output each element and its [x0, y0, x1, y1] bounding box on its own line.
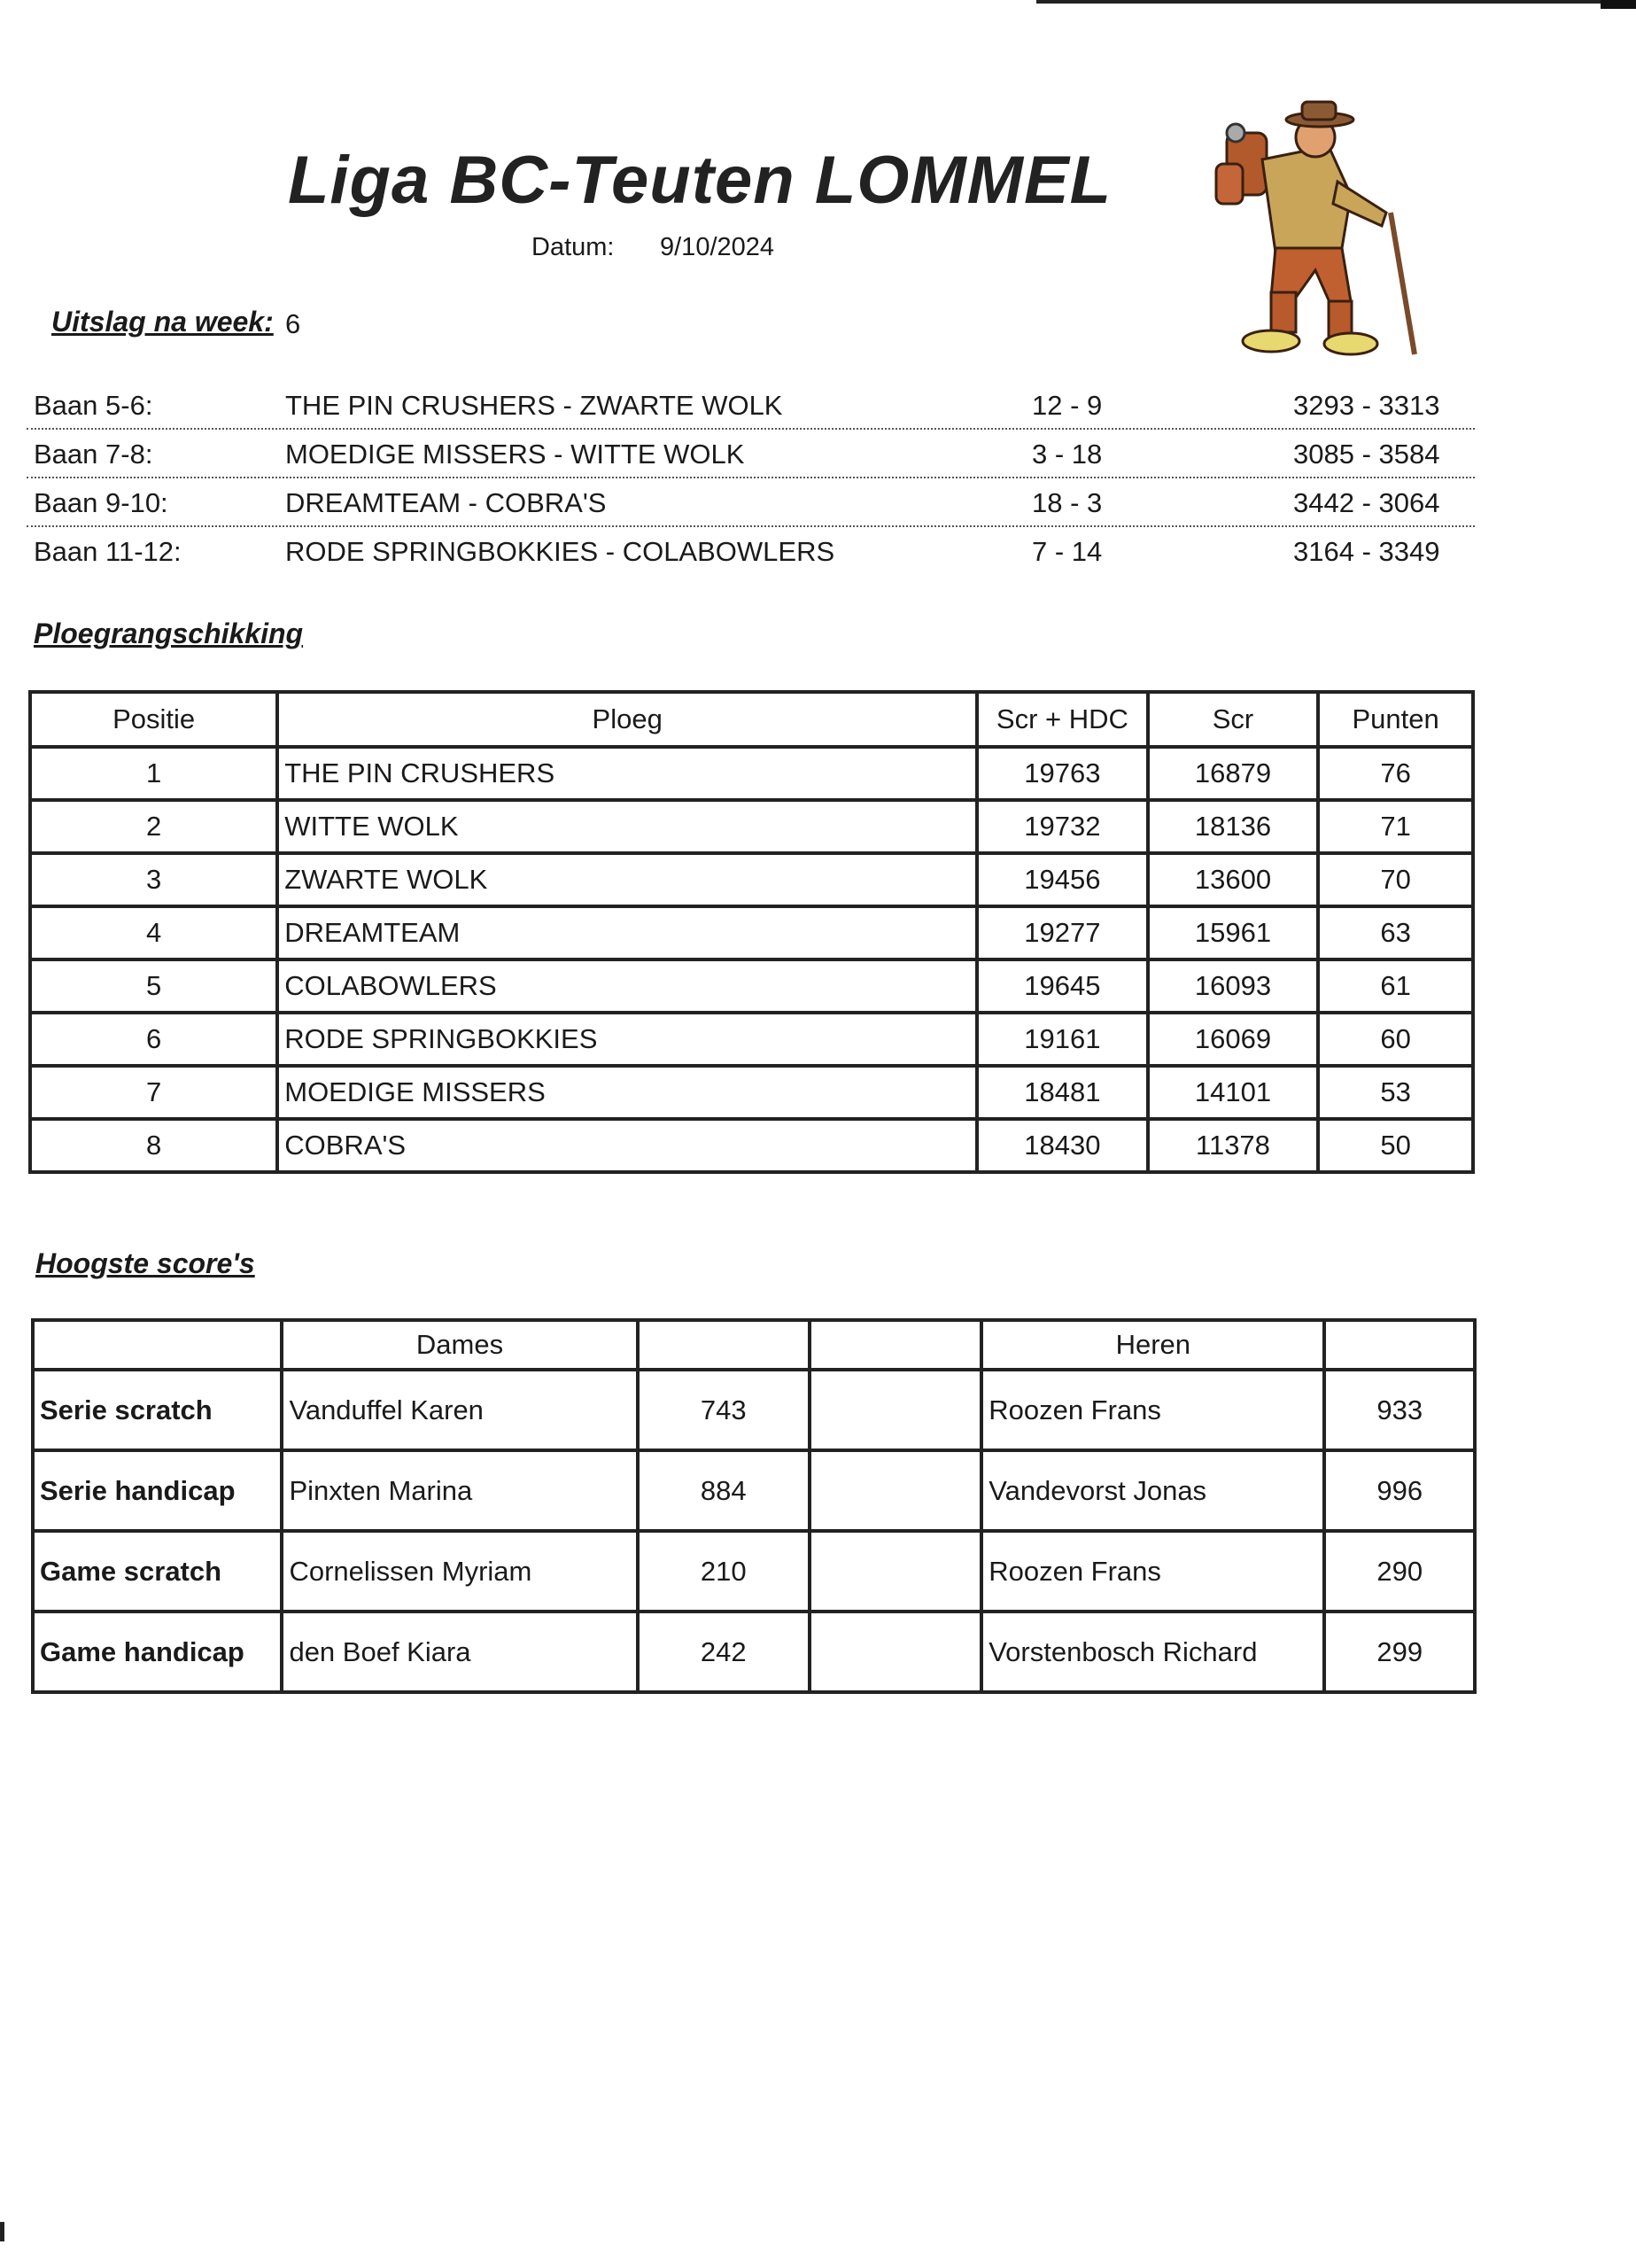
- position-cell: 8: [30, 1119, 277, 1172]
- points-cell: 53: [1318, 1066, 1473, 1119]
- empty-cell: [810, 1612, 981, 1692]
- dames-name-cell: Vanduffel Karen: [282, 1370, 637, 1450]
- scan-edge: [1036, 0, 1636, 4]
- empty-header-cell: [638, 1320, 810, 1370]
- table-row: [33, 1612, 1475, 1692]
- datum-value: 9/10/2024: [660, 233, 775, 261]
- scr-hdc-cell: 19645: [977, 959, 1148, 1013]
- result-total: 3293 - 3313: [1293, 390, 1440, 421]
- result-match: MOEDIGE MISSERS - WITTE WOLK: [285, 439, 745, 470]
- heren-score-cell: 290: [1324, 1531, 1475, 1612]
- high-scores-table: [31, 1318, 1477, 1694]
- table-row: [33, 1450, 1475, 1531]
- heren-name-cell: Vandevorst Jonas: [981, 1450, 1324, 1531]
- empty-header-cell: [810, 1320, 981, 1370]
- team-cell: COLABOWLERS: [277, 959, 977, 1013]
- teut-mascot-illustration: [1209, 97, 1422, 363]
- heren-score-cell: 933: [1324, 1370, 1475, 1450]
- dames-name-cell: Cornelissen Myriam: [282, 1531, 637, 1612]
- result-lane: Baan 9-10:: [34, 487, 168, 518]
- result-row: [27, 381, 1475, 430]
- dames-score-cell: 884: [638, 1450, 810, 1531]
- high-scores-label: Hoogste score's: [35, 1247, 255, 1279]
- standings-table: [28, 690, 1475, 1174]
- result-lane: Baan 11-12:: [34, 536, 182, 567]
- scr-hdc-cell: 19277: [977, 906, 1148, 959]
- category-cell: Serie handicap: [33, 1450, 282, 1531]
- points-cell: 60: [1318, 1013, 1473, 1066]
- scr-cell: 11378: [1148, 1119, 1319, 1172]
- team-cell: WITTE WOLK: [277, 800, 977, 853]
- heren-score-cell: 996: [1324, 1450, 1475, 1531]
- column-header: Punten: [1318, 692, 1473, 747]
- table-row: [30, 959, 1473, 1013]
- result-total: 3442 - 3064: [1293, 487, 1440, 518]
- team-cell: DREAMTEAM: [277, 906, 977, 959]
- category-cell: Game handicap: [33, 1612, 282, 1692]
- empty-cell: [810, 1370, 981, 1450]
- heren-name-cell: Roozen Frans: [981, 1531, 1324, 1612]
- result-row: [27, 478, 1475, 527]
- result-score: 7 - 14: [1032, 536, 1103, 567]
- heren-name-cell: Roozen Frans: [981, 1370, 1324, 1450]
- table-row: [30, 747, 1473, 800]
- scan-edge-mark: [0, 2222, 4, 2241]
- position-cell: 2: [30, 800, 277, 853]
- dames-name-cell: Pinxten Marina: [282, 1450, 637, 1531]
- scr-cell: 18136: [1148, 800, 1319, 853]
- heren-name-cell: Vorstenbosch Richard: [981, 1612, 1324, 1692]
- table-row: [30, 1013, 1473, 1066]
- table-row: [30, 906, 1473, 959]
- table-row: [30, 1119, 1473, 1172]
- match-results: [27, 381, 1475, 574]
- column-header: Scr + HDC: [977, 692, 1148, 747]
- column-header: Positie: [30, 692, 277, 747]
- table-row: [33, 1370, 1475, 1450]
- result-score: 3 - 18: [1032, 439, 1103, 470]
- heren-header: Heren: [981, 1320, 1324, 1370]
- table-row: [33, 1531, 1475, 1612]
- position-cell: 7: [30, 1066, 277, 1119]
- position-cell: 3: [30, 853, 277, 906]
- scr-hdc-cell: 19763: [977, 747, 1148, 800]
- position-cell: 6: [30, 1013, 277, 1066]
- column-header: Scr: [1148, 692, 1319, 747]
- points-cell: 71: [1318, 800, 1473, 853]
- result-score: 18 - 3: [1032, 487, 1103, 518]
- result-match: DREAMTEAM - COBRA'S: [285, 487, 607, 518]
- scr-hdc-cell: 19161: [977, 1013, 1148, 1066]
- week-value: 6: [285, 308, 301, 339]
- table-header-row: [33, 1320, 1475, 1370]
- position-cell: 4: [30, 906, 277, 959]
- team-cell: COBRA'S: [277, 1119, 977, 1172]
- scr-hdc-cell: 18481: [977, 1066, 1148, 1119]
- table-header-row: [30, 692, 1473, 747]
- team-cell: ZWARTE WOLK: [277, 853, 977, 906]
- position-cell: 5: [30, 959, 277, 1013]
- datum-label: Datum:: [531, 233, 615, 261]
- standings-label: Ploegrangschikking: [34, 617, 304, 649]
- table-row: [30, 853, 1473, 906]
- empty-header-cell: [33, 1320, 282, 1370]
- empty-cell: [810, 1450, 981, 1531]
- column-header: Ploeg: [277, 692, 977, 747]
- result-match: RODE SPRINGBOKKIES - COLABOWLERS: [285, 536, 835, 567]
- table-row: [30, 800, 1473, 853]
- team-cell: MOEDIGE MISSERS: [277, 1066, 977, 1119]
- position-cell: 1: [30, 747, 277, 800]
- heren-score-cell: 299: [1324, 1612, 1475, 1692]
- scr-cell: 16879: [1148, 747, 1319, 800]
- team-cell: THE PIN CRUSHERS: [277, 747, 977, 800]
- page-title: Liga BC-Teuten LOMMEL: [288, 143, 1113, 218]
- dames-score-cell: 242: [638, 1612, 810, 1692]
- scr-cell: 15961: [1148, 906, 1319, 959]
- category-cell: Game scratch: [33, 1531, 282, 1612]
- table-row: [30, 1066, 1473, 1119]
- dames-name-cell: den Boef Kiara: [282, 1612, 637, 1692]
- dames-header: Dames: [282, 1320, 637, 1370]
- points-cell: 70: [1318, 853, 1473, 906]
- dames-score-cell: 743: [638, 1370, 810, 1450]
- scr-hdc-cell: 19456: [977, 853, 1148, 906]
- scr-cell: 14101: [1148, 1066, 1319, 1119]
- points-cell: 61: [1318, 959, 1473, 1013]
- empty-cell: [810, 1531, 981, 1612]
- empty-header-cell: [1324, 1320, 1475, 1370]
- scr-cell: 16069: [1148, 1013, 1319, 1066]
- result-lane: Baan 5-6:: [34, 390, 153, 421]
- scr-hdc-cell: 19732: [977, 800, 1148, 853]
- dames-score-cell: 210: [638, 1531, 810, 1612]
- result-match: THE PIN CRUSHERS - ZWARTE WOLK: [285, 390, 783, 421]
- points-cell: 76: [1318, 747, 1473, 800]
- result-row: [27, 430, 1475, 478]
- scr-cell: 16093: [1148, 959, 1319, 1013]
- result-total: 3085 - 3584: [1293, 439, 1440, 470]
- points-cell: 50: [1318, 1119, 1473, 1172]
- result-lane: Baan 7-8:: [34, 439, 153, 470]
- result-total: 3164 - 3349: [1293, 536, 1440, 567]
- result-score: 12 - 9: [1032, 390, 1103, 421]
- week-label: Uitslag na week:: [51, 306, 274, 338]
- team-cell: RODE SPRINGBOKKIES: [277, 1013, 977, 1066]
- category-cell: Serie scratch: [33, 1370, 282, 1450]
- scr-cell: 13600: [1148, 853, 1319, 906]
- scan-corner-mark: [1601, 0, 1636, 9]
- points-cell: 63: [1318, 906, 1473, 959]
- result-row: [27, 527, 1475, 574]
- scr-hdc-cell: 18430: [977, 1119, 1148, 1172]
